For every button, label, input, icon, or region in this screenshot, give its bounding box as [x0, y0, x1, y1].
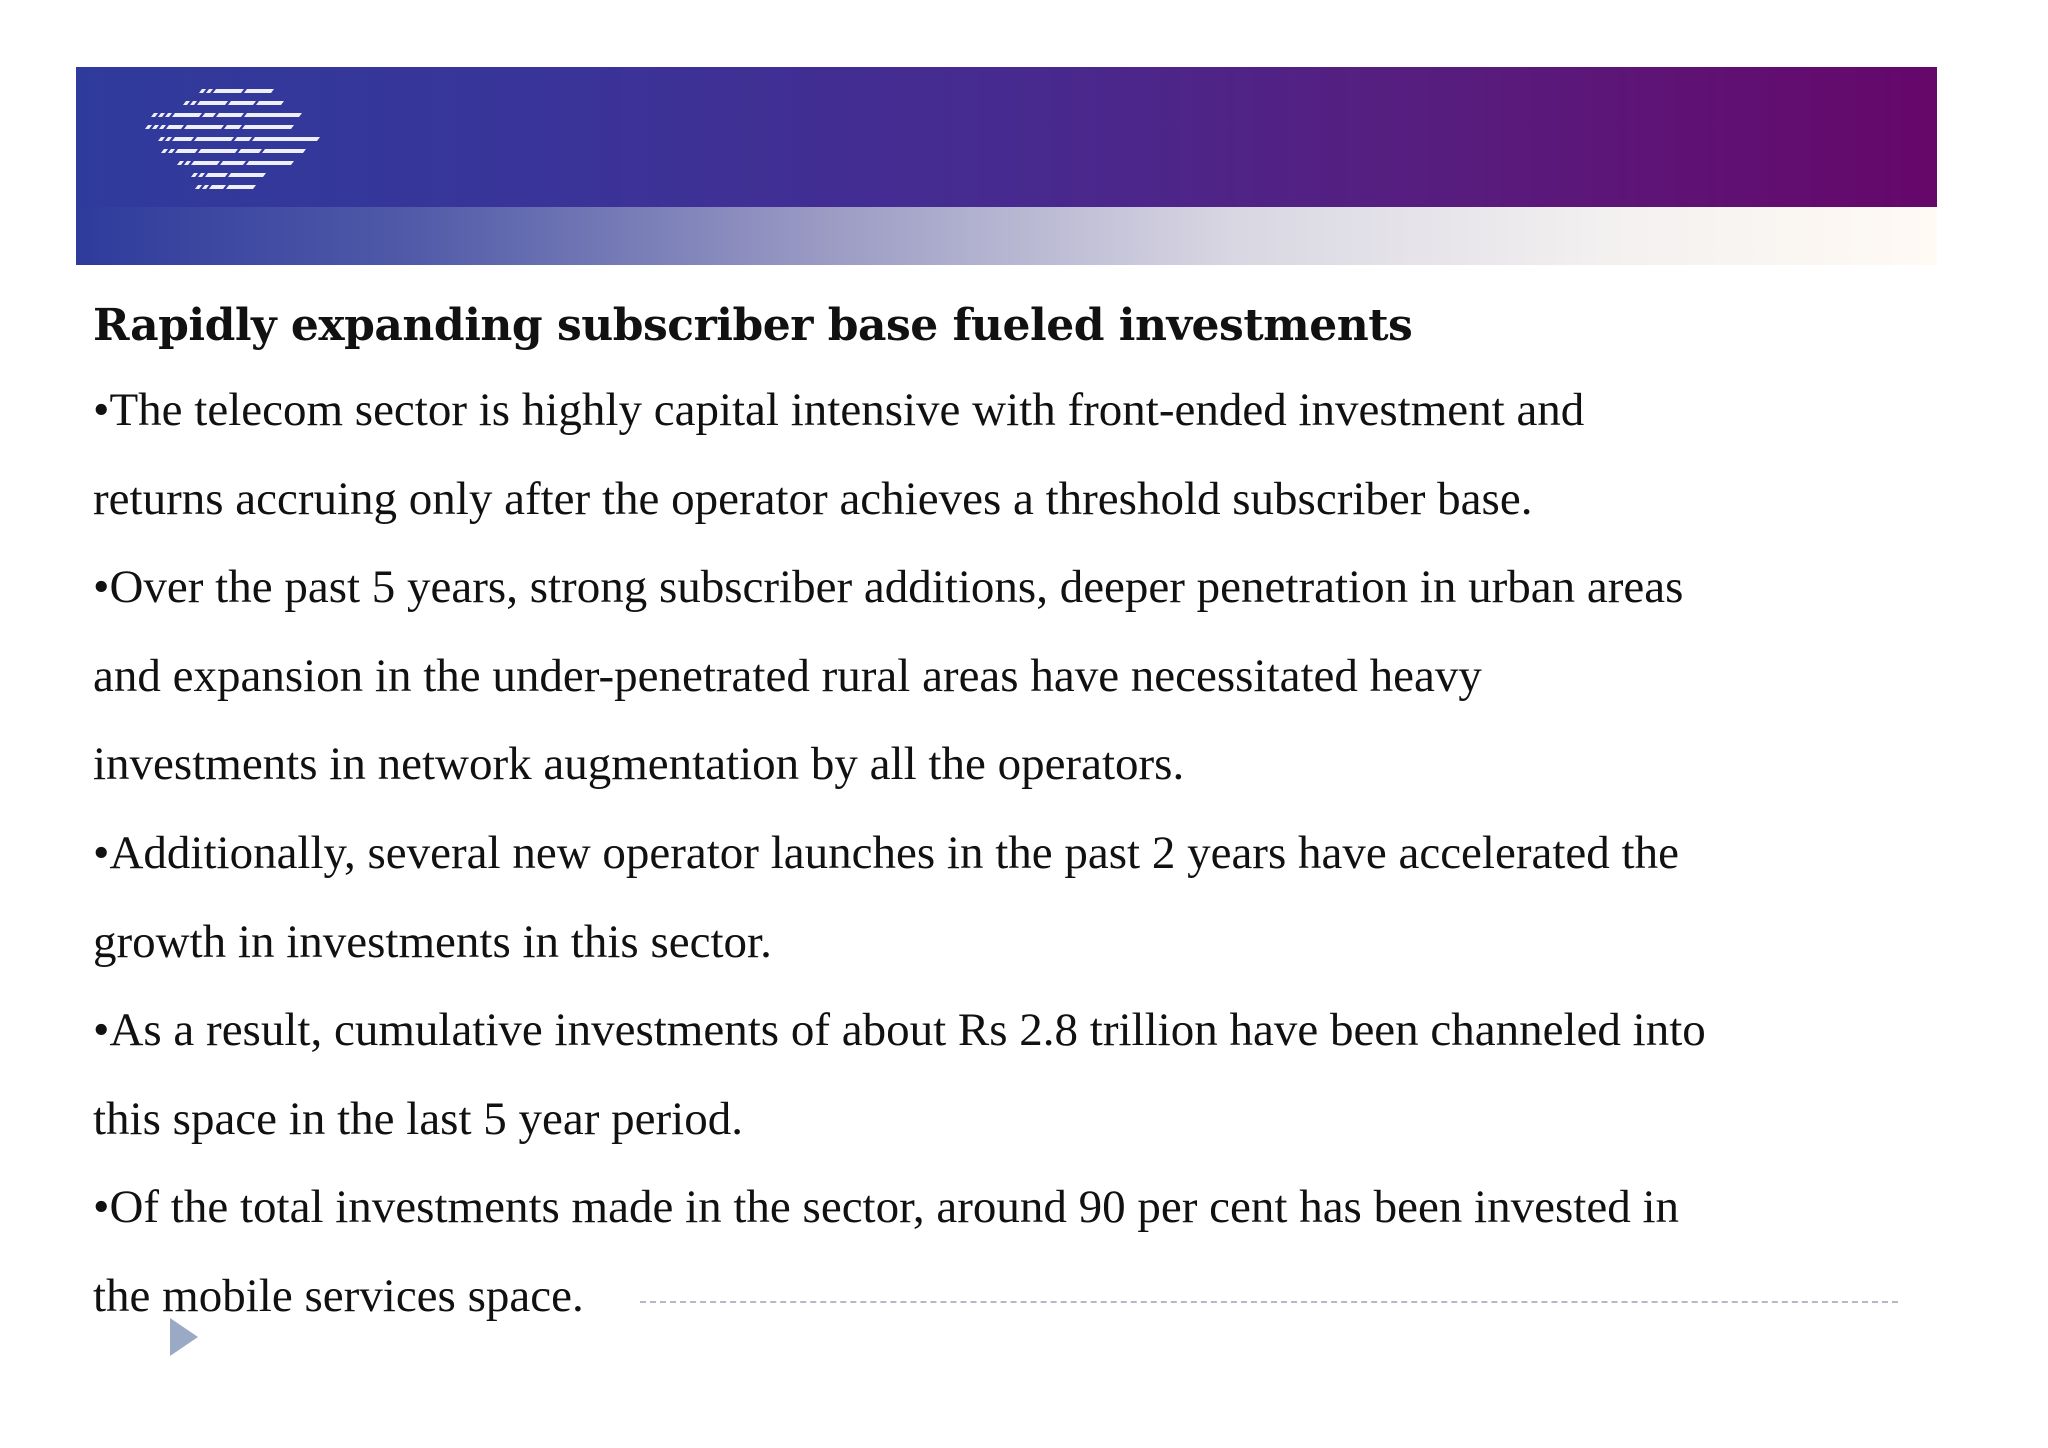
bullet-item: •Additionally, several new operator launches in the past 2 years have accelerated the growth in investments in this sector.: [93, 826, 1679, 968]
bullet-item: •Of the total investments made in the sector, around 90 per cent has been invested in the mobile services space.: [93, 1181, 1679, 1322]
slide-content: [93, 286, 1973, 1341]
banner-gradient-bar: [76, 67, 1937, 207]
bullet-item: •Over the past 5 years, strong subscriber additions, deeper penetration in urban areas and expansion in the under-penetrated rural areas have necessitated heavy investments in network augmentation by all the operators.: [93, 561, 1684, 791]
slide-title: Rapidly expanding subscriber base fueled investments: [93, 300, 1413, 351]
bullet-item: •As a result, cumulative investments of about Rs 2.8 trillion have been channeled into this space in the last 5 year period.: [93, 1004, 1706, 1145]
header-banner: [76, 67, 1937, 265]
bullet-item: •The telecom sector is highly capital intensive with front-ended investment and returns accruing only after the operator achieves a threshold subscriber base.: [93, 384, 1585, 525]
bullet-list: [93, 366, 1973, 1341]
banner-fade-strip: [76, 207, 1937, 265]
footer-dashed-divider: [640, 1301, 1898, 1303]
striped-globe-logo: [106, 87, 336, 197]
triangle-arrow-icon: [170, 1318, 198, 1356]
